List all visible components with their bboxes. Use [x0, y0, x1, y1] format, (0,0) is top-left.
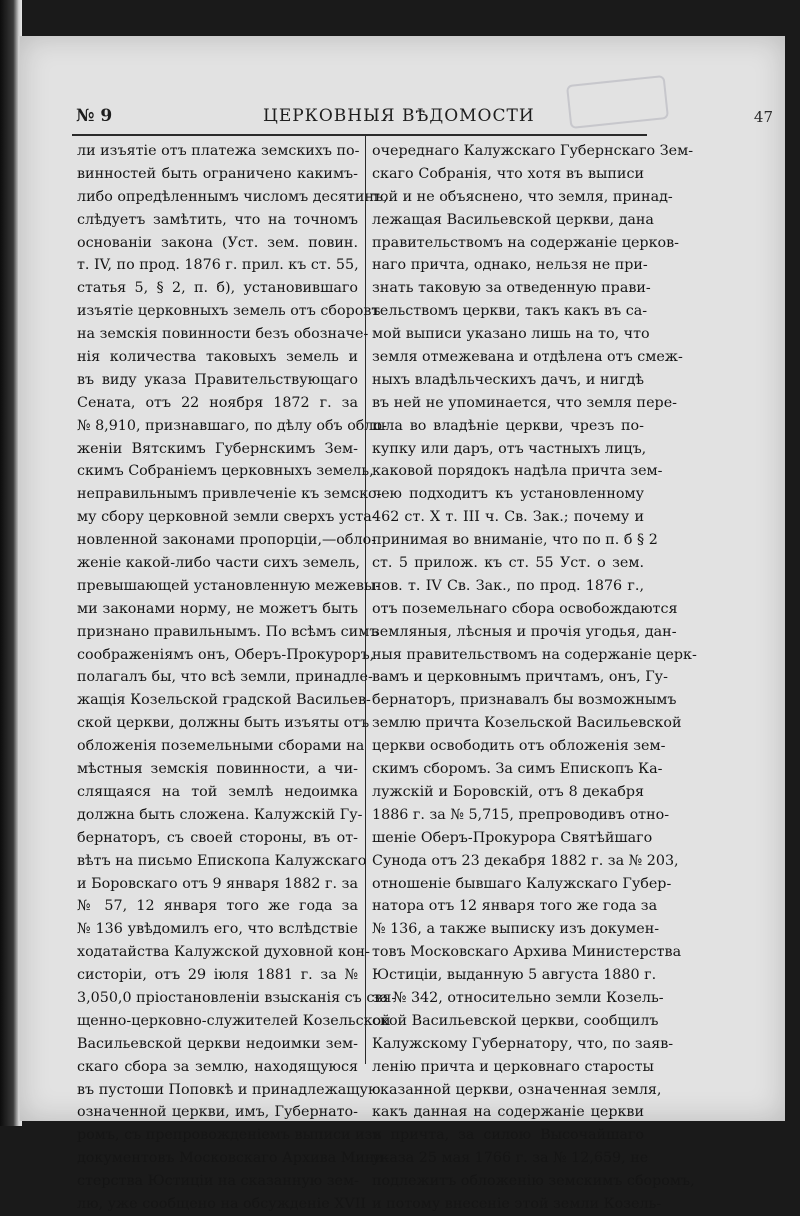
text-line: скаго Собранія, что хотя въ выписи	[372, 165, 644, 182]
text-line: той и не объяснено, что земля, принад-	[372, 188, 673, 205]
text-line: скимъ сборомъ. За симъ Епископъ Ка-	[372, 761, 663, 778]
journal-page	[18, 36, 785, 1212]
text-line: пов. т. IV Св. Зак., по прод. 1876 г.,	[372, 577, 644, 594]
text-line: въ пустоши Поповкѣ и принадлежащую	[77, 1081, 381, 1098]
text-line: ми законами норму, не можетъ быть	[77, 600, 358, 617]
page-number: 47	[753, 108, 773, 126]
text-line: шла во владѣніе церкви, чрезъ по-	[372, 417, 644, 434]
text-line: признано правильнымъ. По всѣмъ симъ	[77, 623, 379, 640]
journal-title: ЦЕРКОВНЫЯ ВѢДОМОСТИ	[263, 106, 535, 126]
text-line: ныхъ владѣльческихъ дачъ, и нигдѣ	[372, 371, 644, 388]
text-line: ли изъятіе отъ платежа земскихъ по-	[77, 143, 360, 159]
text-line: земля отмежевана и отдѣлена отъ смеж-	[372, 349, 683, 366]
text-line: № 8,910, признавшаго, по дѣлу объ обло-	[77, 417, 387, 434]
text-line: лежащая Васильевской церкви, дана	[372, 211, 654, 228]
header-rule	[72, 134, 647, 136]
text-line: № 57, 12 января того же года за	[77, 898, 358, 915]
text-line: очереднаго Калужскаго Губернскаго Зем-	[372, 143, 694, 159]
text-line: ст. 5 прилож. къ ст. 55 Уст. о зем.	[372, 555, 644, 572]
text-line: скимъ Собраніемъ церковныхъ земель,	[77, 463, 374, 480]
text-line: натора отъ 12 января того же года за	[372, 898, 658, 915]
text-line: 1886 г. за № 5,715, препроводивъ отно-	[372, 806, 670, 823]
text-line: на земскія повинности безъ обозначе-	[77, 326, 369, 343]
text-line: обложенія поземельными сборами на	[77, 738, 365, 755]
text-line: бернаторъ, съ своей стороны, въ от-	[77, 829, 358, 846]
text-line: товъ Московскаго Архива Министерства	[372, 944, 682, 961]
text-line: купку или даръ, отъ частныхъ лицъ,	[372, 440, 647, 457]
text-line: превышающей установленную межевы-	[77, 577, 381, 594]
text-line: жащія Козельской градской Васильев-	[77, 692, 371, 709]
text-line: ходатайства Калужской духовной кон-	[77, 944, 370, 961]
text-line: му сбору церковной земли сверхъ уста-	[77, 509, 377, 526]
text-line: Юстиціи, выданную 5 августа 1880 г.	[372, 967, 657, 984]
text-line: и потому внесеніе этой земли Козель-	[372, 1195, 662, 1212]
text-line: отношеніе бывшаго Калужскаго Губер-	[372, 875, 672, 892]
text-line: № 136, а также выписку изъ докумен-	[372, 921, 660, 938]
text-line: либо опредѣленнымъ числомъ десятинъ,	[77, 188, 388, 205]
text-line: документовъ Московскаго Архива Мини-	[77, 1150, 389, 1167]
text-line: указа 25 мая 1766 г. за № 12,659, не	[372, 1150, 649, 1167]
text-line: женіи Вятскимъ Губернскимъ Зем-	[77, 440, 358, 457]
text-line: новленной законами пропорціи,—обло-	[77, 532, 377, 549]
page-header	[20, 106, 785, 136]
text-line: изъятіе церковныхъ земель отъ сборовъ	[77, 303, 381, 320]
text-line: вамъ и церковнымъ причтамъ, онъ, Гу-	[372, 669, 668, 686]
text-line: 3,050,0 пріостановленіи взысканія съ свя-	[77, 989, 397, 1006]
text-line: ской церкви, должны быть изъяты отъ	[77, 715, 370, 732]
text-line: ской Васильевской церкви, сообщилъ	[372, 1012, 659, 1029]
text-line: лею подходитъ къ установленному	[372, 486, 644, 503]
text-line: въ ней не упоминается, что земля пере-	[372, 394, 677, 411]
text-line: соображеніямъ онъ, Оберъ-Прокуроръ,	[77, 646, 375, 663]
text-line: должна быть сложена. Калужскій Гу-	[77, 806, 363, 823]
text-line: земляныя, лѣсныя и прочія угодья, дан-	[372, 623, 677, 640]
text-line: женіе какой-либо части сихъ земель,	[77, 555, 360, 572]
text-line: въ виду указа Правительствующаго	[77, 371, 358, 388]
text-line: слѣдуетъ замѣтить, что на точномъ	[77, 211, 358, 228]
text-line: сказанной церкви, означенная земля,	[372, 1081, 662, 1098]
right-column	[372, 140, 697, 1216]
text-line: подлежитъ обложенію земскимъ сборомъ,	[372, 1173, 695, 1190]
text-line: основаніи закона (Уст. зем. повин.	[77, 234, 358, 251]
text-line: щенно-церковно-служителей Козельской	[77, 1012, 391, 1029]
text-line: винностей быть ограничено какимъ-	[77, 165, 358, 182]
text-line: какъ данная на содержаніе церкви	[372, 1104, 644, 1121]
text-line: отъ поземельнаго сбора освобождаются	[372, 600, 678, 617]
text-line: правительствомъ на содержаніе церков-	[372, 234, 679, 251]
text-line: церкви освободить отъ обложенія зем-	[372, 738, 666, 755]
text-line: за № 342, относительно земли Козель-	[372, 989, 664, 1006]
text-line: Васильевской церкви недоимки зем-	[77, 1035, 358, 1052]
text-line: шеніе Оберъ-Прокурора Святѣйшаго	[372, 829, 653, 846]
text-line: означенной церкви, имъ, Губернато-	[77, 1104, 358, 1121]
text-line: т. IV, по прод. 1876 г. прил. къ ст. 55,	[77, 257, 359, 274]
text-line: систоріи, отъ 29 іюля 1881 г. за №	[77, 967, 358, 984]
text-line: бернаторъ, признавалъ бы возможнымъ	[372, 692, 677, 709]
text-line: мой выписи указано лишь на то, что	[372, 326, 650, 343]
text-line: ленію причта и церковнаго старосты	[372, 1058, 654, 1075]
text-line: знать таковую за отведенную прави-	[372, 280, 651, 297]
text-line: стерства Юстиціи на сказанную зем-	[77, 1173, 359, 1190]
column-divider	[365, 134, 366, 1064]
text-line: принимая во вниманіе, что по п. б § 2	[372, 532, 658, 549]
text-line: Сената, отъ 22 ноября 1872 г. за	[77, 394, 358, 411]
text-line: неправильнымъ привлеченіе къ земско-	[77, 486, 382, 503]
text-line: полагалъ бы, что всѣ земли, принадле-	[77, 669, 373, 686]
text-line: Сунода отъ 23 декабря 1882 г. за № 203,	[372, 852, 679, 869]
text-line: ныя правительствомъ на содержаніе церк-	[372, 646, 697, 663]
text-line: землю причта Козельской Васильевской	[372, 715, 682, 732]
text-line: лю, уже сообщено на обсужденіе XVII	[77, 1195, 367, 1212]
text-line: слящаяся на той землѣ недоимка	[77, 783, 358, 800]
text-line: каковой порядокъ надѣла причта зем-	[372, 463, 663, 480]
text-line: и Боровскаго отъ 9 января 1882 г. за	[77, 875, 358, 892]
text-line: статья 5, § 2, п. б), установившаго	[77, 280, 358, 297]
text-line: лужскій и Боровскій, отъ 8 декабря	[372, 783, 644, 800]
text-line: мѣстныя земскія повинности, а чи-	[77, 761, 358, 778]
text-line: Калужскому Губернатору, что, по заяв-	[372, 1035, 674, 1052]
text-line: тельствомъ церкви, такъ какъ въ са-	[372, 303, 648, 320]
text-line: ромъ, съ препровожденіемъ выписи изъ	[77, 1127, 382, 1144]
text-line: нія количества таковыхъ земель и	[77, 349, 358, 366]
left-column	[77, 140, 397, 1216]
text-line: 462 ст. Х т. III ч. Св. Зак.; почему и	[372, 509, 644, 526]
text-line: наго причта, однако, нельзя не при-	[372, 257, 648, 274]
text-line: скаго сбора за землю, находящуюся	[77, 1058, 358, 1075]
text-line: вѣтъ на письмо Епископа Калужскаго	[77, 852, 367, 869]
text-line: и причта, за силою Высочайшаго	[372, 1127, 644, 1144]
text-line: № 136 увѣдомилъ его, что вслѣдствіе	[77, 921, 358, 938]
issue-number: № 9	[76, 106, 113, 126]
